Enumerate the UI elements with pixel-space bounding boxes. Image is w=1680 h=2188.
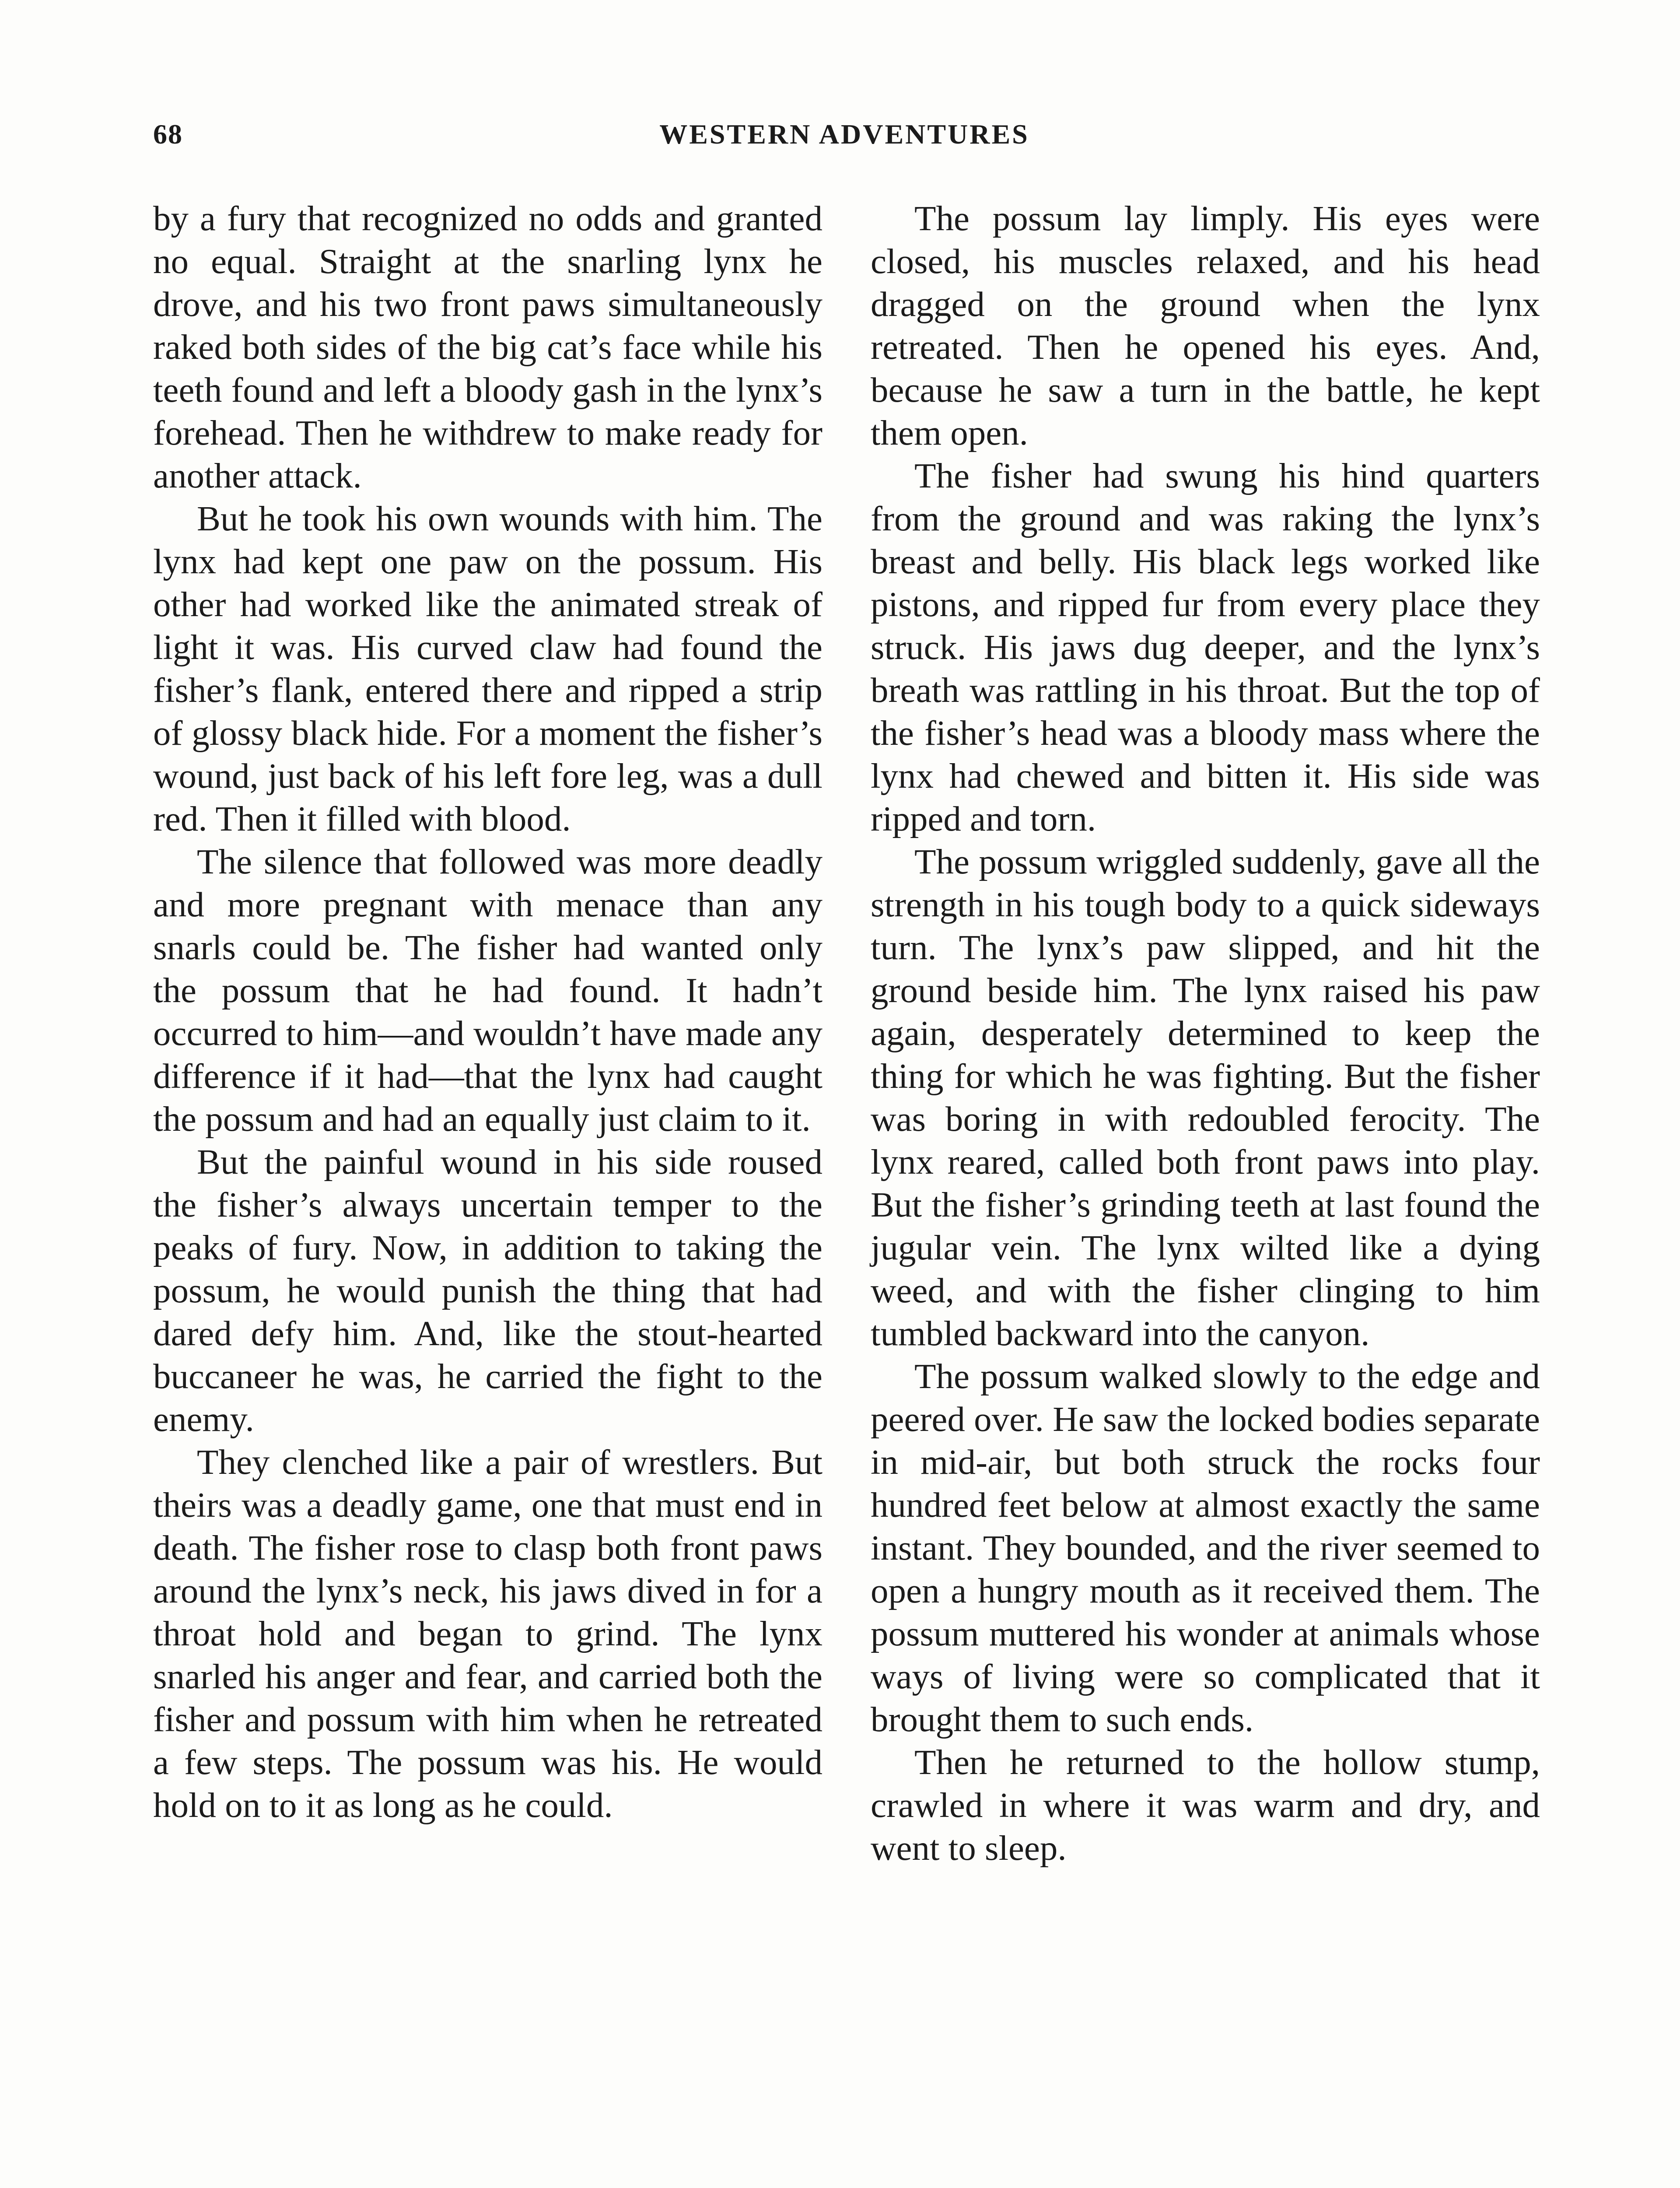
paragraph: by a fury that recognized no odds and granted no equal. Straight at the snarling lynx he drove, and his two front paws simultaneously raked both sides of the big cat’s face while his teeth found and left a bloody gash in the lynx’s forehead. Then he withdrew to make ready for another attack. — [153, 199, 822, 495]
left-text-column — [153, 197, 822, 1827]
paragraph: But he took his own wounds with him. The lynx had kept one paw on the possum. His other had worked like the animated streak of light it was. His curved claw had found the fisher’s flank, entered there and ripped a strip of glossy black hide. For a moment the fisher’s wound, just back of his left fore leg, was a dull red. Then it filled with blood. — [153, 499, 822, 838]
paragraph: But the painful wound in his side roused the fisher’s always uncertain temper to the peaks of fury. Now, in addition to taking the possum, he would punish the thing that had dared defy him. And, like the stout-hearted buccaneer he was, he carried the fight to the enemy. — [153, 1142, 822, 1439]
paragraph: The fisher had swung his hind quarters from the ground and was raking the lynx’s breast and belly. His black legs worked like pistons, and ripped fur from every place they struck. His jaws dug deeper, and the lynx’s breath was rattling in his throat. But the top of the fisher’s head was a bloody mass where the lynx had chewed and bitten it. His side was ripped and torn. — [871, 456, 1540, 838]
paragraph: Then he returned to the hollow stump, crawled in where it was warm and dry, and went to sleep. — [871, 1743, 1540, 1868]
right-text-column — [871, 197, 1540, 1869]
paragraph: The possum walked slowly to the edge and peered over. He saw the locked bodies separate in mid-air, but both struck the rocks four hundred feet below at almost exactly the same instant. They bounded, and the river seemed to open a hungry mouth as it received them. The possum muttered his wonder at animals whose ways of living were so complicated that it brought them to such ends. — [871, 1357, 1540, 1739]
paragraph: The silence that followed was more deadly and more pregnant with menace than any snarls could be. The fisher had wanted only the possum that he had found. It hadn’t occurred to him—and wouldn’t have made any difference if it had—that the lynx had caught the possum and had an equally just claim to it. — [153, 842, 822, 1139]
running-head-title: WESTERN ADVENTURES — [659, 119, 1029, 150]
paragraph: The possum wriggled suddenly, gave all the strength in his tough body to a quick sideways turn. The lynx’s paw slipped, and hit the ground beside him. The lynx raised his paw again, desperately determined to keep the thing for which he was fighting. But the fisher was boring in with redoubled ferocity. The lynx reared, called both front paws into play. But the fisher’s grinding teeth at last found the jugular vein. The lynx wilted like a dying weed, and with the fisher clinging to him tumbled backward into the canyon. — [871, 842, 1540, 1353]
page-number: 68 — [153, 119, 183, 150]
paragraph: They clenched like a pair of wrestlers. But theirs was a deadly game, one that must end in death. The fisher rose to clasp both front paws around the lynx’s neck, his jaws dived in for a throat hold and began to grind. The lynx snarled his anger and fear, and carried both the fisher and possum with him when he retreated a few steps. The possum was his. He would hold on to it as long as he could. — [153, 1442, 822, 1825]
paragraph: The possum lay limply. His eyes were closed, his muscles relaxed, and his head dragged on the ground when the lynx retreated. Then he opened his eyes. And, because he saw a turn in the battle, he kept them open. — [871, 199, 1540, 452]
page-header — [153, 118, 1536, 166]
